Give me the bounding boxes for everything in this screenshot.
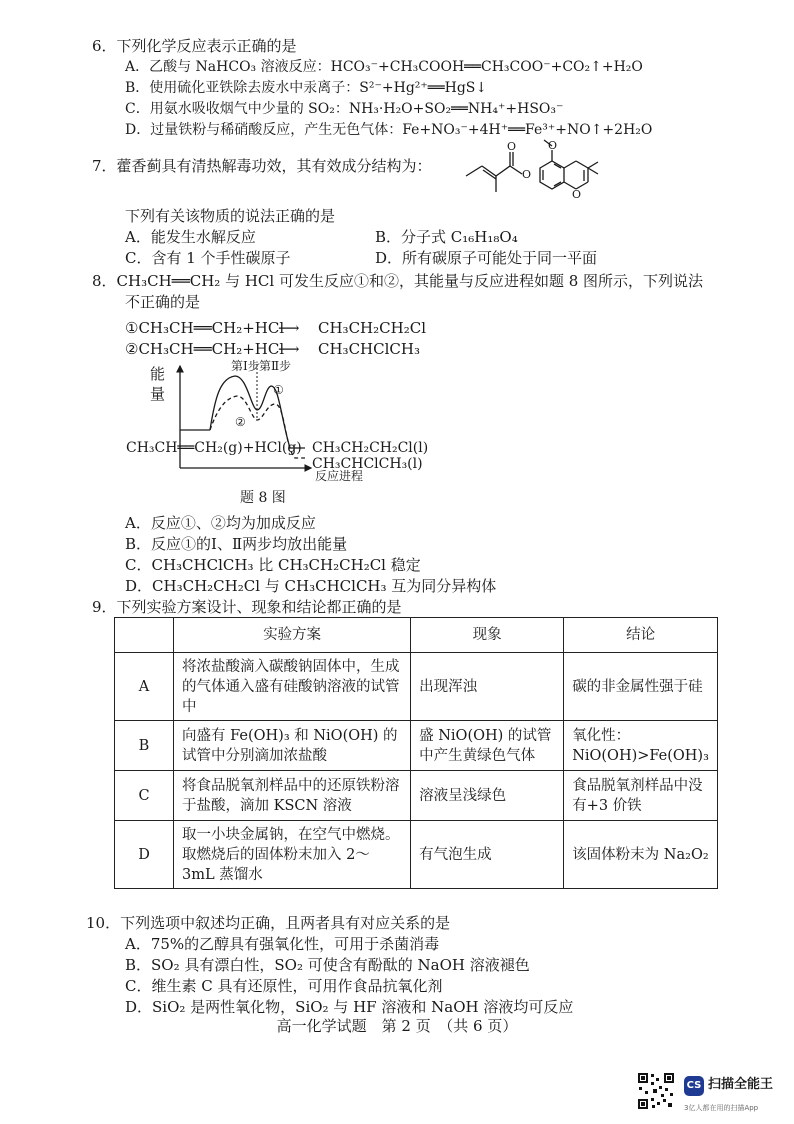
q8-step-2-label: 第Ⅱ步 xyxy=(259,359,292,373)
scanner-logo-icon: CS xyxy=(684,1076,704,1096)
table-cell-conclusion: 氧化性：NiO(OH)>Fe(OH)₃ xyxy=(564,721,718,771)
table-cell-id: D xyxy=(115,821,174,889)
table-cell-plan: 将食品脱氧剂样品中的还原铁粉溶于盐酸，滴加 KSCN 溶液 xyxy=(174,771,411,821)
table-cell-phenomenon: 有气泡生成 xyxy=(411,821,564,889)
svg-text:O: O xyxy=(572,188,582,201)
q6-option-b: B．使用硫化亚铁除去废水中汞离子：S²⁻+Hg²⁺══HgS↓ xyxy=(125,80,488,96)
q8-reaction-1-left: ①CH₃CH══CH₂+HCl xyxy=(125,319,285,337)
q8-reactant-label: CH₃CH══CH₂(g)+HCl(g) xyxy=(126,440,302,456)
q6-option-c: C．用氨水吸收烟气中少量的 SO₂：NH₃·H₂O+SO₂══NH₄⁺+HSO₃⁻ xyxy=(125,101,564,117)
q8-product-2-label: CH₃CHClCH₃(l) xyxy=(312,456,423,472)
table-cell-id: A xyxy=(115,653,174,721)
q10-option-b: B．SO₂ 具有漂白性，SO₂ 可使含有酚酞的 NaOH 溶液褪色 xyxy=(125,956,530,974)
svg-text:O: O xyxy=(507,140,517,153)
q10-option-a: A．75%的乙醇具有强氧化性，可用于杀菌消毒 xyxy=(125,935,440,953)
q8-option-b: B．反应①的Ⅰ、Ⅱ两步均放出能量 xyxy=(125,535,348,553)
q7-subquestion: 下列有关该物质的说法正确的是 xyxy=(125,207,336,225)
q8-option-a: A．反应①、②均为加成反应 xyxy=(125,514,316,532)
q8-reaction-1-right: CH₃CH₂CH₂Cl xyxy=(318,319,426,337)
table-header-cell xyxy=(115,618,174,653)
scanner-app-tagline: 3亿人都在用的扫描App xyxy=(684,1104,759,1112)
q8-option-d: D．CH₃CH₂CH₂Cl 与 CH₃CHClCH₃ 互为同分异构体 xyxy=(125,577,497,595)
q8-figure-caption: 题 8 图 xyxy=(240,490,286,506)
q7-structure-formula xyxy=(462,138,642,204)
page-footer: 高一化学试题 第 2 页 （共 6 页） xyxy=(276,1017,518,1035)
q8-x-axis-label: 反应进程 xyxy=(315,469,364,483)
table-cell-conclusion: 食品脱氧剂样品中没有+3 价铁 xyxy=(564,771,718,821)
q6-option-a: A．乙酸与 NaHCO₃ 溶液反应：HCO₃⁻+CH₃COOH══CH₃COO⁻+CO₂↑+H₂O xyxy=(125,59,643,75)
q8-path-1-mark: ① xyxy=(273,383,284,397)
q7-option-b: B．分子式 C₁₆H₁₈O₄ xyxy=(375,228,518,246)
q7-stem: 7．藿香蓟具有清热解毒功效，其有效成分结构为： xyxy=(92,157,432,175)
q7-option-c: C．含有 1 个手性碳原子 xyxy=(125,249,291,267)
table-cell-phenomenon: 盛 NiO(OH) 的试管中产生黄绿色气体 xyxy=(411,721,564,771)
table-cell-plan: 将浓盐酸滴入碳酸钠固体中，生成的气体通入盛有硅酸钠溶液的试管中 xyxy=(174,653,411,721)
q6-option-d: D．过量铁粉与稀硝酸反应，产生无色气体：Fe+NO₃⁻+4H⁺══Fe³⁺+NO↑+2H₂O xyxy=(125,122,653,138)
table-cell-phenomenon: 出现浑浊 xyxy=(411,653,564,721)
q8-product-1-label: CH₃CH₂CH₂Cl(l) xyxy=(312,440,429,456)
svg-text:O: O xyxy=(522,168,532,181)
table-header-cell: 结论 xyxy=(564,618,718,653)
table-row xyxy=(115,771,718,821)
table-cell-id: C xyxy=(115,771,174,821)
q8-reaction-2-right: CH₃CHClCH₃ xyxy=(318,340,420,358)
table-row xyxy=(115,721,718,771)
q8-step-1-label: 第Ⅰ步 xyxy=(231,359,260,373)
table-header-cell: 实验方案 xyxy=(174,618,411,653)
q9-experiment-table xyxy=(114,617,718,889)
arrow-right-icon: ⟶ xyxy=(278,340,300,358)
q8-stem-line1: 8．CH₃CH══CH₂ 与 HCl 可发生反应①和②，其能量与反应进程如题 8 图所示，下列说法 xyxy=(92,272,704,290)
table-row xyxy=(115,653,718,721)
q10-option-c: C．维生素 C 具有还原性，可用作食品抗氧化剂 xyxy=(125,977,443,995)
q7-option-d: D．所有碳原子可能处于同一平面 xyxy=(375,249,598,267)
q8-option-c: C．CH₃CHClCH₃ 比 CH₃CH₂CH₂Cl 稳定 xyxy=(125,556,421,574)
qr-code-icon xyxy=(637,1072,675,1110)
table-cell-conclusion: 碳的非金属性强于硅 xyxy=(564,653,718,721)
table-header-cell: 现象 xyxy=(411,618,564,653)
table-cell-plan: 取一小块金属钠，在空气中燃烧。取燃烧后的固体粉末加入 2～3mL 蒸馏水 xyxy=(174,821,411,889)
scanner-app-name: 扫描全能王 xyxy=(708,1077,774,1092)
q8-y-axis-label-2: 量 xyxy=(150,385,166,403)
table-cell-phenomenon: 溶液呈浅绿色 xyxy=(411,771,564,821)
q8-stem-line2: 不正确的是 xyxy=(125,293,201,311)
table-cell-plan: 向盛有 Fe(OH)₃ 和 NiO(OH) 的试管中分别滴加浓盐酸 xyxy=(174,721,411,771)
table-cell-conclusion: 该固体粉末为 Na₂O₂ xyxy=(564,821,718,889)
q8-path-2-mark: ② xyxy=(235,415,246,429)
svg-text:O: O xyxy=(548,139,558,152)
q8-y-axis-label-1: 能 xyxy=(150,365,166,383)
q10-option-d: D．SiO₂ 是两性氧化物，SiO₂ 与 HF 溶液和 NaOH 溶液均可反应 xyxy=(125,998,574,1016)
q8-reaction-2-left: ②CH₃CH══CH₂+HCl xyxy=(125,340,285,358)
arrow-right-icon: ⟶ xyxy=(278,319,300,337)
q9-stem: 9．下列实验方案设计、现象和结论都正确的是 xyxy=(92,598,402,616)
q7-option-a: A．能发生水解反应 xyxy=(125,228,256,246)
table-cell-id: B xyxy=(115,721,174,771)
q6-stem: 6．下列化学反应表示正确的是 xyxy=(92,37,297,55)
table-header-row xyxy=(115,618,718,653)
table-row xyxy=(115,821,718,889)
q10-stem: 10．下列选项中叙述均正确，且两者具有对应关系的是 xyxy=(86,914,451,932)
